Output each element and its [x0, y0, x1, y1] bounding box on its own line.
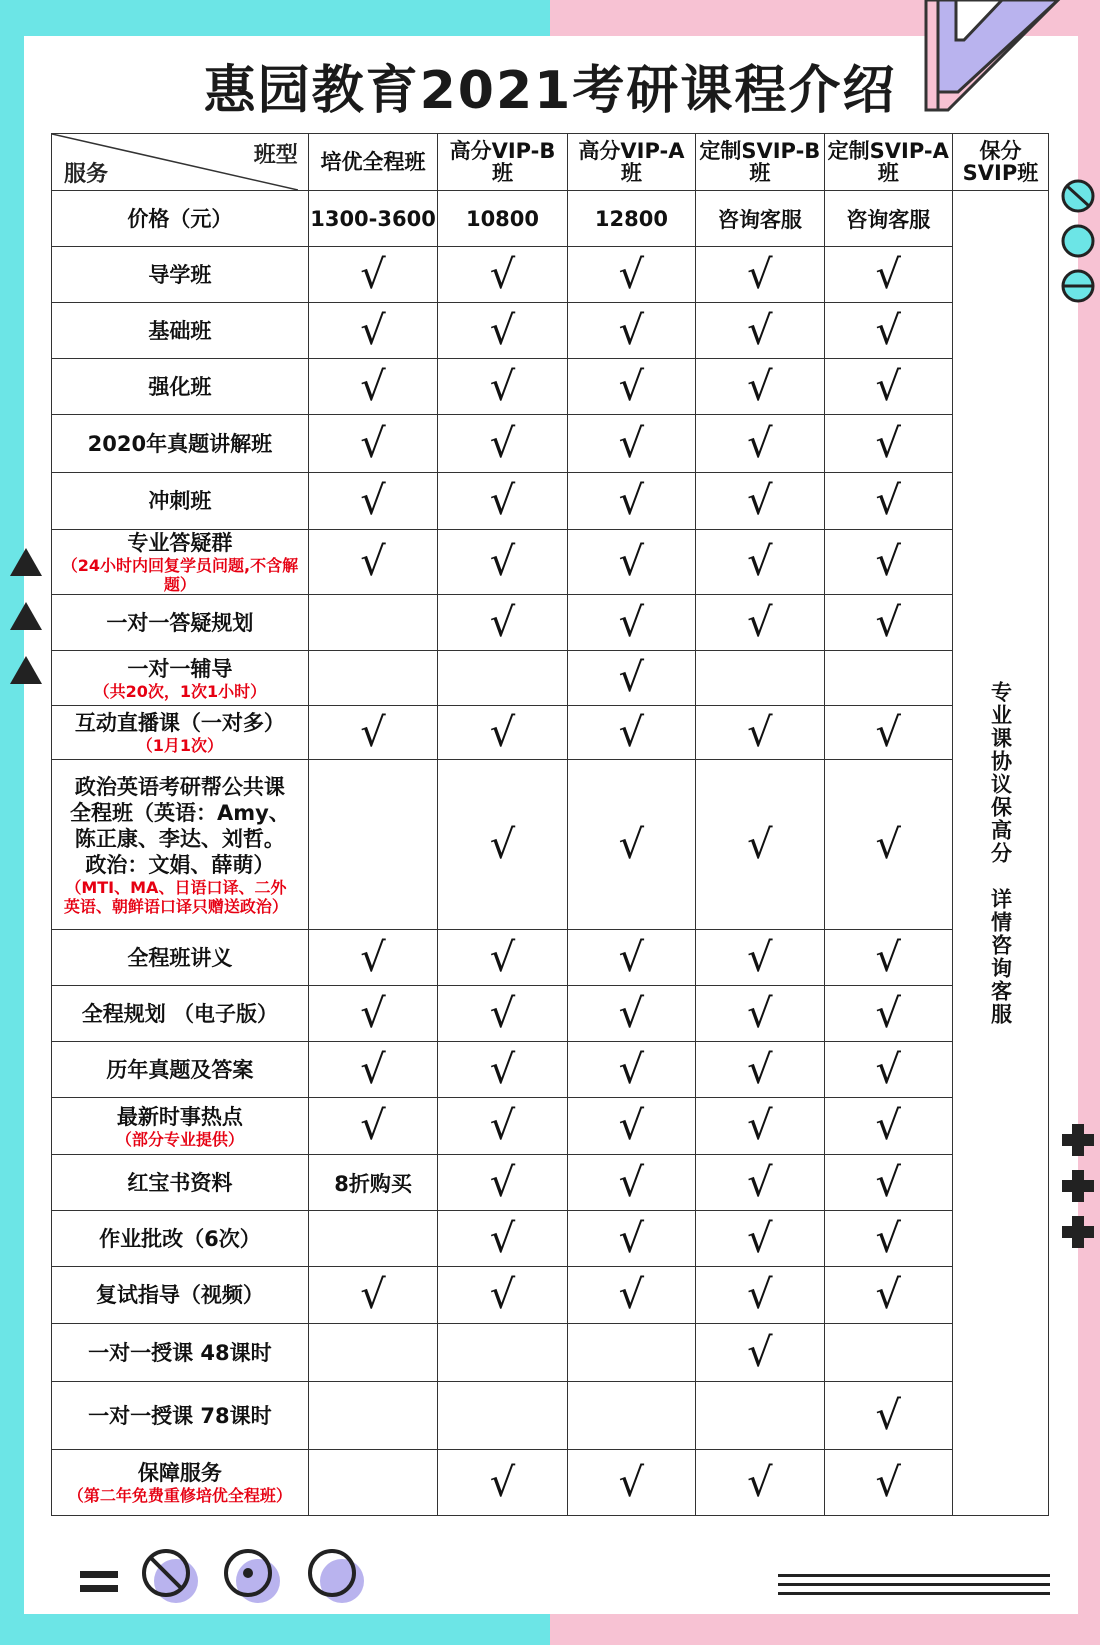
check-icon: √	[489, 539, 516, 585]
included-cell	[308, 1042, 437, 1098]
check-icon: √	[747, 934, 773, 981]
included-cell	[308, 473, 437, 530]
table-row	[52, 1211, 1049, 1267]
check-icon: √	[747, 1046, 773, 1093]
check-icon: √	[875, 1215, 901, 1262]
table-header-row	[52, 134, 1049, 191]
plan-header: 定制SVIP-B 班	[696, 134, 824, 191]
service-note: （MTI、MA、日语口译、二外 英语、朝鲜语口译只赠送政治）	[63, 877, 288, 916]
service-name: 2020年真题讲解班	[87, 431, 273, 456]
service-name: 保障服务	[137, 1461, 222, 1485]
table-row	[52, 1155, 1049, 1211]
included-cell	[438, 415, 567, 473]
table-row	[52, 1267, 1049, 1324]
check-icon: √	[360, 1272, 386, 1318]
service-name: 一对一辅导	[127, 656, 233, 681]
included-cell	[438, 1450, 567, 1516]
check-icon: √	[489, 1272, 516, 1318]
check-icon: √	[875, 539, 901, 585]
check-icon: √	[875, 420, 901, 467]
check-icon: √	[747, 539, 773, 585]
included-cell	[824, 530, 952, 595]
included-cell	[696, 986, 824, 1042]
plan-header: 定制SVIP-A 班	[824, 134, 952, 191]
plan-header: 培优全程班	[308, 134, 437, 191]
included-cell	[696, 760, 824, 930]
included-cell	[696, 415, 824, 473]
check-icon: √	[747, 990, 773, 1037]
bottom-right-lines-icon	[778, 1572, 1050, 1602]
included-cell	[567, 1211, 695, 1267]
check-icon: √	[875, 307, 901, 354]
included-cell	[308, 530, 437, 595]
included-cell	[308, 1098, 437, 1155]
service-name: 作业批改（6次）	[99, 1226, 261, 1251]
included-cell	[567, 359, 695, 415]
price-row	[52, 191, 1049, 247]
included-cell	[438, 303, 567, 359]
check-icon: √	[618, 821, 645, 868]
check-icon: √	[618, 1459, 645, 1506]
service-note: （共20次，1次1小时）	[93, 681, 267, 701]
included-cell	[308, 986, 437, 1042]
table-row	[52, 530, 1049, 595]
included-cell	[824, 1098, 952, 1155]
included-cell	[308, 930, 437, 986]
table-row	[52, 359, 1049, 415]
included-cell	[824, 247, 952, 303]
included-cell	[438, 930, 567, 986]
check-icon: √	[618, 709, 645, 756]
check-icon: √	[489, 1103, 516, 1149]
empty-cell	[308, 1450, 437, 1516]
service-label	[52, 1155, 309, 1211]
plan-header: 保分 SVIP班	[952, 134, 1048, 191]
included-cell	[696, 247, 824, 303]
service-name: 专业答疑群	[127, 531, 233, 555]
table-row	[52, 415, 1049, 473]
check-icon: √	[489, 1046, 516, 1093]
empty-cell	[308, 1211, 437, 1267]
included-cell	[696, 359, 824, 415]
triangle-markers-icon	[8, 546, 44, 686]
check-icon: √	[747, 251, 773, 298]
service-label	[52, 651, 309, 706]
included-cell	[438, 247, 567, 303]
check-icon: √	[360, 251, 386, 298]
included-cell	[567, 1098, 695, 1155]
service-name: 全程规划 （电子版）	[81, 1001, 279, 1026]
price-value: 1300-3600	[308, 191, 437, 247]
bottom-left-decoration-icon	[80, 1545, 370, 1615]
check-icon: √	[618, 251, 645, 298]
included-cell	[438, 530, 567, 595]
empty-cell	[308, 1324, 437, 1382]
included-cell	[308, 247, 437, 303]
service-label	[52, 1267, 309, 1324]
included-cell	[824, 415, 952, 473]
table-row	[52, 651, 1049, 706]
included-cell	[308, 303, 437, 359]
included-cell	[696, 473, 824, 530]
check-icon: √	[747, 1459, 773, 1506]
empty-cell	[824, 651, 952, 706]
check-icon: √	[360, 539, 386, 585]
empty-cell	[308, 760, 437, 930]
empty-cell	[438, 1382, 567, 1450]
included-cell	[438, 1267, 567, 1324]
check-icon: √	[875, 251, 901, 298]
included-cell	[696, 595, 824, 651]
included-cell	[567, 986, 695, 1042]
check-icon: √	[618, 934, 645, 981]
service-name: 全程班讲义	[127, 945, 233, 970]
table-row	[52, 303, 1049, 359]
check-icon: √	[618, 599, 645, 646]
empty-cell	[308, 1382, 437, 1450]
price-value: 12800	[567, 191, 695, 247]
included-cell	[438, 473, 567, 530]
side-note: 专业课协议保高分 详情咨询客服	[952, 191, 1048, 1516]
included-cell	[567, 930, 695, 986]
included-cell	[696, 1098, 824, 1155]
included-cell	[696, 706, 824, 760]
service-label	[52, 415, 309, 473]
included-cell	[567, 247, 695, 303]
service-label	[52, 473, 309, 530]
included-cell	[824, 303, 952, 359]
included-cell	[696, 1155, 824, 1211]
included-cell	[824, 359, 952, 415]
table-row	[52, 1324, 1049, 1382]
check-icon: √	[747, 1329, 773, 1376]
check-icon: √	[618, 307, 645, 354]
included-cell	[567, 1155, 695, 1211]
table-row	[52, 1042, 1049, 1098]
service-name: 基础班	[148, 318, 212, 343]
service-name: 互动直播课（一对多）	[74, 711, 285, 735]
table-row	[52, 595, 1049, 651]
included-cell	[438, 1098, 567, 1155]
service-label	[52, 706, 309, 760]
course-table	[51, 133, 1049, 1516]
check-icon: √	[360, 420, 386, 467]
service-name: 强化班	[148, 374, 212, 399]
included-cell	[696, 303, 824, 359]
price-value: 咨询客服	[824, 191, 952, 247]
check-icon: √	[747, 307, 773, 354]
check-icon: √	[747, 1159, 773, 1206]
included-cell	[696, 1450, 824, 1516]
service-name: 一对一答疑规划	[106, 610, 254, 635]
included-cell	[567, 1450, 695, 1516]
check-icon: √	[618, 1159, 645, 1206]
service-name: 最新时事热点	[116, 1104, 243, 1129]
check-icon: √	[875, 1046, 901, 1093]
check-icon: √	[747, 1272, 773, 1318]
included-cell	[567, 303, 695, 359]
table-row	[52, 1098, 1049, 1155]
check-icon: √	[360, 307, 386, 354]
included-cell	[567, 415, 695, 473]
check-icon: √	[875, 821, 901, 868]
service-label	[52, 930, 309, 986]
included-cell	[824, 595, 952, 651]
included-cell	[824, 1155, 952, 1211]
check-icon: √	[875, 1103, 901, 1149]
check-icon: √	[618, 1272, 645, 1318]
service-name: 复试指导（视频）	[95, 1283, 264, 1307]
service-name: 历年真题及答案	[106, 1057, 254, 1082]
check-icon: √	[747, 821, 773, 868]
plan-header: 高分VIP-B 班	[438, 134, 567, 191]
service-label	[52, 303, 309, 359]
included-cell	[567, 1267, 695, 1324]
included-cell	[824, 1450, 952, 1516]
corner-label-service: 服务	[64, 162, 109, 187]
check-icon: √	[360, 934, 386, 981]
included-cell	[438, 1211, 567, 1267]
table-row	[52, 760, 1049, 930]
included-cell	[824, 473, 952, 530]
check-icon: √	[875, 478, 901, 524]
empty-cell	[567, 1324, 695, 1382]
table-row	[52, 930, 1049, 986]
included-cell	[567, 595, 695, 651]
included-cell	[438, 595, 567, 651]
service-name: 一对一授课 78课时	[88, 1403, 272, 1428]
included-cell	[696, 1267, 824, 1324]
check-icon: √	[875, 990, 901, 1037]
included-cell	[824, 1042, 952, 1098]
check-icon: √	[875, 1392, 901, 1439]
cell-text: 8折购买	[308, 1155, 437, 1211]
empty-cell	[308, 595, 437, 651]
service-name: 一对一授课 48课时	[88, 1340, 272, 1365]
table-row	[52, 986, 1049, 1042]
included-cell	[824, 1267, 952, 1324]
empty-cell	[824, 1324, 952, 1382]
empty-cell	[308, 651, 437, 706]
included-cell	[696, 530, 824, 595]
circle-markers-icon	[1058, 178, 1098, 308]
included-cell	[696, 1042, 824, 1098]
service-label	[52, 530, 309, 595]
price-value: 10800	[438, 191, 567, 247]
included-cell	[567, 473, 695, 530]
included-cell	[567, 1042, 695, 1098]
service-label	[52, 247, 309, 303]
check-icon: √	[489, 478, 516, 524]
service-note: （1月1次）	[136, 736, 224, 755]
check-icon: √	[875, 363, 901, 410]
included-cell	[824, 986, 952, 1042]
check-icon: √	[618, 1046, 645, 1093]
included-cell	[438, 706, 567, 760]
included-cell	[696, 1211, 824, 1267]
table-row	[52, 1382, 1049, 1450]
service-note: （24小时内回复学员问题,不含解题）	[61, 556, 299, 594]
included-cell	[824, 760, 952, 930]
service-label	[52, 1042, 309, 1098]
check-icon: √	[489, 420, 516, 467]
included-cell	[696, 1324, 824, 1382]
included-cell	[308, 1267, 437, 1324]
check-icon: √	[747, 478, 773, 524]
included-cell	[824, 706, 952, 760]
check-icon: √	[489, 821, 516, 868]
check-icon: √	[360, 363, 386, 410]
check-icon: √	[875, 1159, 901, 1206]
check-icon: √	[489, 599, 516, 646]
empty-cell	[696, 1382, 824, 1450]
included-cell	[438, 1042, 567, 1098]
check-icon: √	[489, 1159, 516, 1206]
page-title: 惠园教育2021考研课程介绍	[203, 61, 897, 121]
check-icon: √	[618, 539, 645, 585]
price-value: 咨询客服	[696, 191, 824, 247]
service-name: 导学班	[148, 262, 212, 287]
included-cell	[567, 760, 695, 930]
service-label	[52, 760, 309, 930]
included-cell	[696, 930, 824, 986]
check-icon: √	[875, 1459, 901, 1506]
service-label	[52, 1382, 309, 1450]
service-label	[52, 1211, 309, 1267]
check-icon: √	[489, 990, 516, 1037]
check-icon: √	[875, 599, 901, 646]
check-icon: √	[618, 420, 645, 467]
check-icon: √	[618, 1215, 645, 1262]
service-label	[52, 359, 309, 415]
included-cell	[567, 651, 695, 706]
check-icon: √	[618, 363, 645, 410]
included-cell	[438, 1155, 567, 1211]
check-icon: √	[747, 363, 773, 410]
service-label	[52, 1450, 309, 1516]
check-icon: √	[618, 990, 645, 1037]
check-icon: √	[747, 709, 773, 756]
check-icon: √	[489, 1459, 516, 1506]
check-icon: √	[360, 709, 386, 756]
table-row	[52, 1450, 1049, 1516]
empty-cell	[438, 651, 567, 706]
service-label	[52, 986, 309, 1042]
plan-header: 高分VIP-A 班	[567, 134, 695, 191]
check-icon: √	[747, 1215, 773, 1262]
check-icon: √	[747, 420, 773, 467]
included-cell	[824, 1382, 952, 1450]
empty-cell	[567, 1382, 695, 1450]
empty-cell	[438, 1324, 567, 1382]
table-row	[52, 247, 1049, 303]
corner-header	[52, 134, 309, 191]
included-cell	[824, 930, 952, 986]
check-icon: √	[747, 599, 773, 646]
check-icon: √	[360, 1103, 386, 1149]
price-label: 价格（元）	[52, 191, 309, 247]
included-cell	[824, 1211, 952, 1267]
check-icon: √	[360, 1046, 386, 1093]
check-icon: √	[360, 478, 386, 524]
table-row	[52, 706, 1049, 760]
check-icon: √	[618, 478, 645, 524]
empty-cell	[696, 651, 824, 706]
included-cell	[438, 760, 567, 930]
service-label	[52, 1098, 309, 1155]
table-row	[52, 473, 1049, 530]
service-name: 政治英语考研帮公共课 全程班（英语：Amy、 陈正康、李达、刘哲。 政治：文娟、薛萌）	[69, 774, 290, 877]
check-icon: √	[360, 990, 386, 1037]
corner-label-class-type: 班型	[253, 143, 298, 168]
included-cell	[308, 359, 437, 415]
service-label	[52, 595, 309, 651]
check-icon: √	[618, 655, 645, 701]
check-icon: √	[747, 1103, 773, 1149]
included-cell	[308, 415, 437, 473]
service-note: （部分专业提供）	[115, 1129, 244, 1149]
plus-markers-icon	[1058, 1120, 1098, 1250]
service-name: 红宝书资料	[127, 1170, 233, 1195]
check-icon: √	[618, 1103, 645, 1149]
check-icon: √	[875, 709, 901, 756]
included-cell	[438, 359, 567, 415]
included-cell	[567, 706, 695, 760]
check-icon: √	[489, 1215, 516, 1262]
service-label	[52, 1324, 309, 1382]
service-note: （第二年免费重修培优全程班）	[67, 1486, 292, 1505]
check-icon: √	[875, 934, 901, 981]
included-cell	[308, 706, 437, 760]
check-icon: √	[489, 307, 516, 354]
check-icon: √	[489, 709, 516, 756]
check-icon: √	[875, 1272, 901, 1318]
service-name: 冲刺班	[148, 489, 212, 513]
included-cell	[567, 530, 695, 595]
check-icon: √	[489, 251, 516, 298]
included-cell	[438, 986, 567, 1042]
check-icon: √	[489, 934, 516, 981]
check-icon: √	[489, 363, 516, 410]
